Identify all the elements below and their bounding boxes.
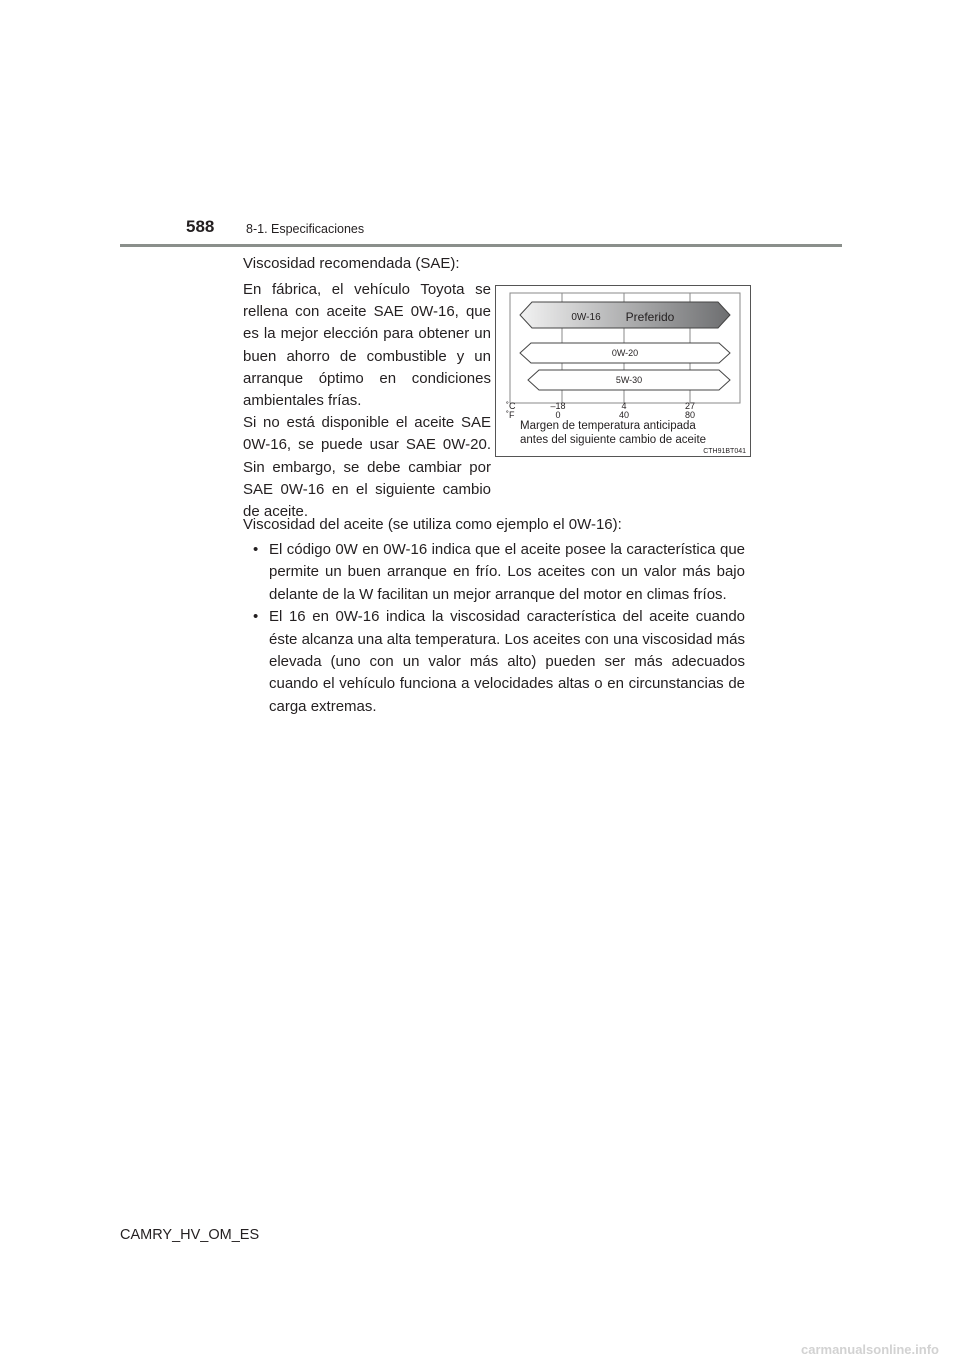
viscosity-temperature-figure <box>495 285 751 457</box>
band-5w30-grade: 5W-30 <box>615 375 643 385</box>
viscosity-subheading: Viscosidad recomendada (SAE): <box>243 255 460 272</box>
viscosity-chart-svg <box>496 286 750 456</box>
viscosity-bullet-list <box>243 539 745 718</box>
manual-code: CAMRY_HV_OM_ES <box>120 1227 260 1243</box>
band-0w16-label: Preferido <box>625 310 675 324</box>
intro-paragraph: En fábrica, el vehículo Toyota se rellena con aceite SAE 0W-16, que es la mejor elección para obtener un buen ahorro de combustible y un arranque óptimo en condiciones ambientales frías. <box>243 281 491 410</box>
bullet-text: El código 0W en 0W-16 indica que el aceite posee la característica que permite un buen arranque en frío. Los aceites con un valor más bajo delante de la W facilitan un mejor arranque del motor en climas fríos. <box>269 541 745 603</box>
fahrenheit-unit: ˚F <box>506 410 515 420</box>
list-item <box>243 539 745 606</box>
celsius-tick: –18 <box>550 401 566 411</box>
fahrenheit-tick: 80 <box>684 410 696 420</box>
band-0w20-grade: 0W-20 <box>611 348 639 358</box>
figure-code: CTH91BT041 <box>703 448 746 455</box>
fahrenheit-tick: 40 <box>618 410 630 420</box>
header-divider <box>120 244 842 247</box>
figure-caption-line: antes del siguiente cambio de aceite <box>520 434 707 446</box>
intro-text <box>243 279 491 523</box>
celsius-tick: 27 <box>684 401 696 411</box>
figure-caption-line: Margen de temperatura anticipada <box>520 420 696 432</box>
page-number: 588 <box>186 217 215 236</box>
bullet-text: El 16 en 0W-16 indica la viscosidad característica del aceite cuando éste alcanza una alta temperatura. Los aceites con una viscosidad más elevada (uno con un valor más alto) pueden ser más adecuados cuando el vehículo funciona a velocidades altas o en circunstancias de carga extremas. <box>269 608 745 715</box>
celsius-unit: ˚C <box>506 401 516 411</box>
bullet-symbol: • <box>253 608 259 626</box>
viscosity-lead: Viscosidad del aceite (se utiliza como ejemplo el 0W-16): <box>243 516 622 533</box>
intro-paragraph: Si no está disponible el aceite SAE 0W-16, se puede usar SAE 0W-20. Sin embargo, se debe cambiar por SAE 0W-16 en el siguiente cambio de aceite. <box>243 414 491 521</box>
section-title: 8-1. Especificaciones <box>246 222 365 236</box>
watermark: carmanualsonline.info <box>801 1342 939 1357</box>
list-item <box>243 606 745 718</box>
fahrenheit-tick: 0 <box>555 410 561 420</box>
celsius-tick: 4 <box>621 401 627 411</box>
bullet-symbol: • <box>253 541 259 558</box>
band-0w16-grade: 0W-16 <box>571 312 601 323</box>
